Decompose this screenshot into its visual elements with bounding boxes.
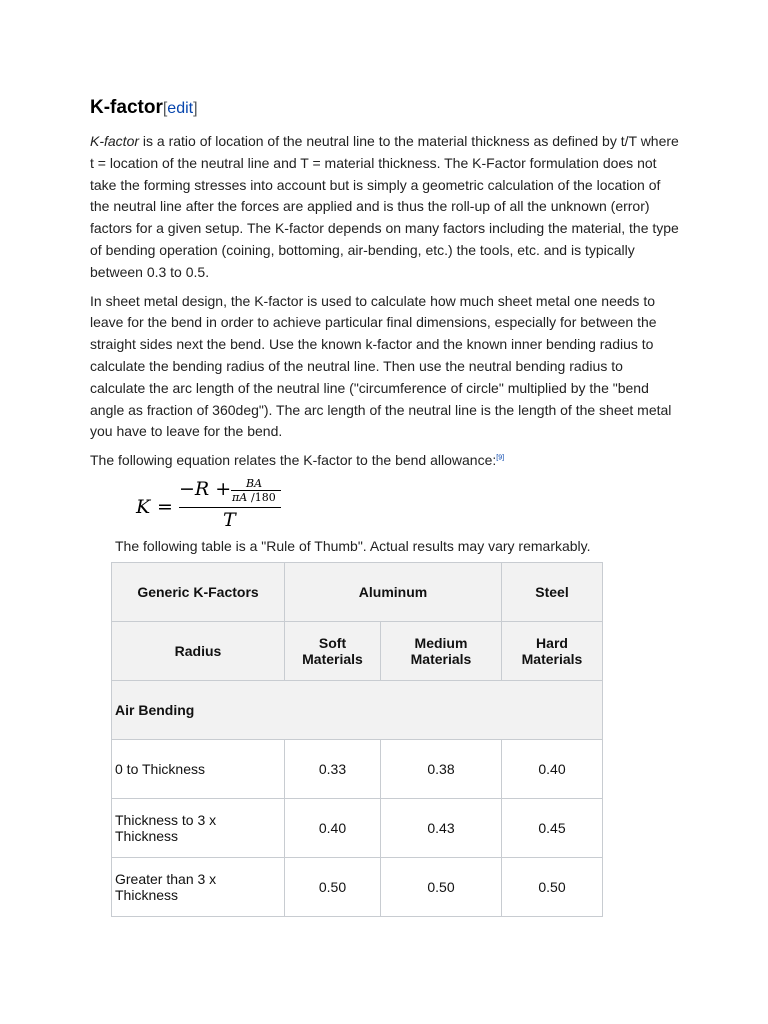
edit-bracket-close: ]	[193, 100, 198, 117]
table-row	[112, 858, 603, 917]
paragraph-equation-intro	[90, 450, 680, 472]
cell-soft: 0.50	[285, 858, 381, 917]
cell-medium: 0.50	[381, 858, 502, 917]
formula-t: T	[223, 509, 236, 531]
air-bending-label: Air Bending	[112, 681, 603, 740]
header-soft-materials: Soft Materials	[285, 622, 381, 681]
section-heading	[90, 95, 680, 123]
paragraph-definition	[90, 131, 680, 284]
cell-hard: 0.45	[502, 799, 603, 858]
cell-soft: 0.40	[285, 799, 381, 858]
reference-9	[496, 455, 504, 462]
k-factor-table	[111, 562, 603, 917]
section-title: K-factor	[90, 97, 163, 118]
edit-link[interactable]: edit	[167, 100, 194, 117]
cell-medium: 0.43	[381, 799, 502, 858]
row-label: 0 to Thickness	[112, 740, 285, 799]
formula-slash-180: /180	[251, 491, 276, 504]
equation-intro-text: The following equation relates the K-factor to the bend allowance:	[90, 452, 497, 469]
paragraph-sheet-metal-design: In sheet metal design, the K-factor is used to calculate how much sheet metal one needs to leave for the bend in order to achieve particular final dimensions, especially for between the straight sides next the bend. Use the known k-factor and the known inner bending radius to calculate the bending radius of the neutral line. Then use the neutral bending radius to calculate the arc length of the neutral line ("circumference of circle" multiplied by the "bend angle as fraction of 360deg"). The arc length of the neutral line is the length of the sheet metal you have to leave for the bend.	[90, 292, 672, 440]
header-row-2	[112, 622, 603, 681]
table-caption: The following table is a "Rule of Thumb". Actual results may vary remarkably.	[115, 538, 591, 554]
row-label: Thickness to 3 x Thickness	[112, 799, 285, 858]
article-content	[90, 95, 680, 472]
header-row-1	[112, 563, 603, 622]
k-factor-formula	[135, 476, 295, 532]
edit-section	[163, 100, 198, 117]
header-aluminum: Aluminum	[285, 563, 502, 622]
formula-ba: BA	[246, 477, 263, 490]
formula-k: K	[136, 496, 151, 518]
edit-bracket-open: [	[162, 100, 168, 117]
cell-hard: 0.40	[502, 740, 603, 799]
reference-link[interactable]: [9]	[496, 454, 505, 462]
table-row	[112, 799, 603, 858]
cell-hard: 0.50	[502, 858, 603, 917]
formula-equals: =	[157, 496, 173, 518]
k-factor-term: K-factor	[90, 133, 140, 149]
definition-text: is a ratio of location of the neutral line to the material thickness as defined by t/T where t = location of the neutral line and T = material thickness. The K-Factor formulation does not take the forming stresses into account but is simply a geometric calculation of the location of the neutral line after the forces are applied and is thus the roll-up of all the unknown (error) factors for a given setup. The K-factor depends on many factors including the material, the type of bending operation (coining, bottoming, air-bending, etc.) the tools, etc. and is typically between 0.3 to 0.5.	[90, 133, 679, 280]
formula-svg	[135, 476, 295, 532]
header-generic-k-factors: Generic K-Factors	[112, 563, 285, 622]
row-label: Greater than 3 x Thickness	[112, 858, 285, 917]
formula-minus-r: −R +	[179, 478, 232, 500]
header-hard-materials: Hard Materials	[502, 622, 603, 681]
cell-soft: 0.33	[285, 740, 381, 799]
section-row-air-bending	[112, 681, 603, 740]
table-row	[112, 740, 603, 799]
cell-medium: 0.38	[381, 740, 502, 799]
header-medium-materials: Medium Materials	[381, 622, 502, 681]
header-radius: Radius	[112, 622, 285, 681]
header-steel: Steel	[502, 563, 603, 622]
formula-pi-a: πA	[232, 491, 248, 504]
